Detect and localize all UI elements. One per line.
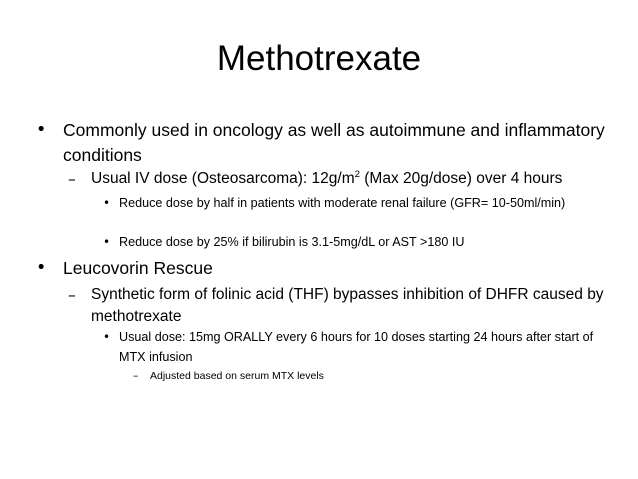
bullet-dot: • <box>103 330 111 344</box>
bullet-dash: – <box>68 286 76 304</box>
slide-title: Methotrexate <box>216 39 422 78</box>
bullet-dash: – <box>68 170 76 188</box>
bullet-dot: • <box>36 120 47 140</box>
item-usual-dose <box>0 327 608 367</box>
sub-point-folinic-acid <box>0 284 608 328</box>
item-renal-failure <box>0 193 608 213</box>
item-text: Reduce dose by half in patients with moderate renal failure (GFR= 10-50ml/min) <box>119 196 566 210</box>
bullet-dot: • <box>103 196 111 210</box>
dose-text-end: (Max 20g/dose) over 4 hours <box>359 170 563 187</box>
bullet-dash: – <box>133 370 139 382</box>
detail-mtx-levels <box>0 367 608 385</box>
bullet-point-leucovorin <box>0 256 608 281</box>
sub-point-iv-dose <box>0 168 608 190</box>
detail-text: Adjusted based on serum MTX levels <box>150 370 324 382</box>
item-text: Reduce dose by 25% if bilirubin is 3.1-5mg/dL or AST >180 IU <box>119 235 465 249</box>
dose-superscript: 2 <box>354 168 360 180</box>
bullet-text: Commonly used in oncology as well as autoimmune and inflammatory conditions <box>63 120 605 165</box>
item-bilirubin <box>0 232 608 252</box>
sub-point-text <box>91 168 608 190</box>
sub-point-text: Synthetic form of folinic acid (THF) bypasses inhibition of DHFR caused by methotrexate <box>91 286 604 325</box>
item-text: Usual dose: 15mg ORALLY every 6 hours for 10 doses starting 24 hours after start of MTX infusion <box>119 330 594 364</box>
bullet-point-oncology-use <box>0 118 608 168</box>
dose-text-start: Usual IV dose (Osteosarcoma): 12g/m <box>91 170 355 187</box>
bullet-text: Leucovorin Rescue <box>63 258 213 278</box>
bullet-dot: • <box>36 258 47 278</box>
bullet-dot: • <box>103 235 111 249</box>
